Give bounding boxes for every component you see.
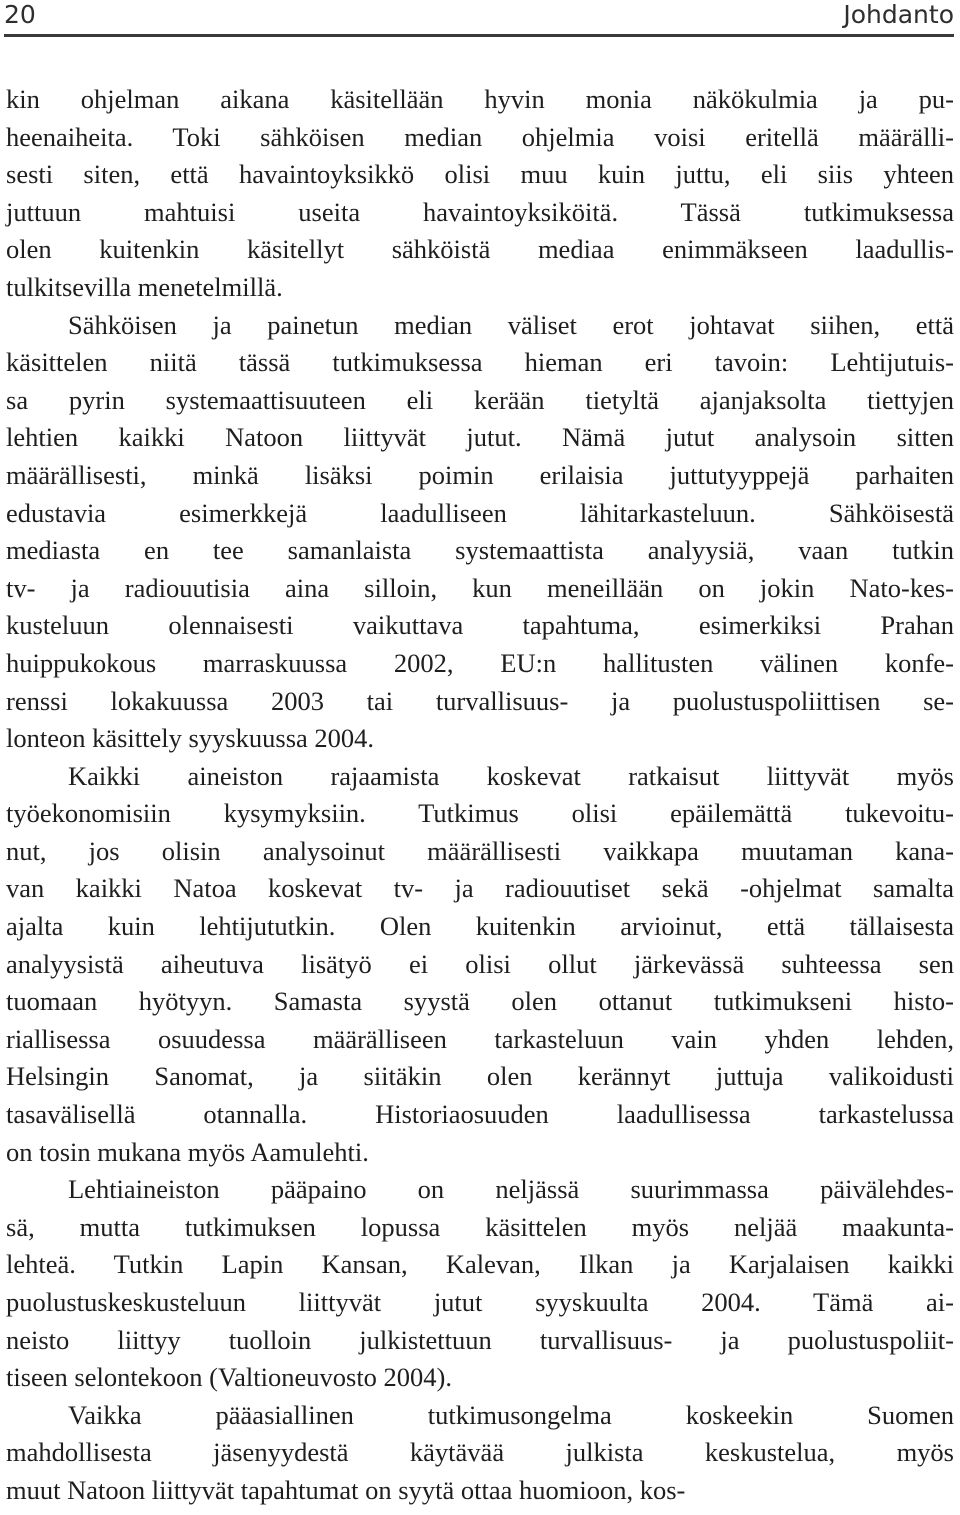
text-line: työekonomisiin kysymyksiin. Tutkimus olisi epäilemättä tukevoitu- bbox=[6, 798, 954, 829]
text-line: sä, mutta tutkimuksen lopussa käsittelen myös neljää maakunta- bbox=[6, 1211, 954, 1242]
text-line: olen kuitenkin käsitellyt sähköistä mediaa enimmäkseen laadullis- bbox=[6, 234, 954, 265]
text-line: puolustuskeskusteluun liittyvät jutut syyskuulta 2004. Tämä ai- bbox=[6, 1287, 954, 1317]
text-line: muut Natoon liittyvät tapahtumat on syytä ottaa huomioon, kos- bbox=[6, 1474, 686, 1505]
text-line: tasavälisellä otannalla. Historiaosuuden laadullisessa tarkastelussa bbox=[6, 1099, 954, 1130]
paragraph bbox=[6, 1397, 954, 1510]
text-line: nut, jos olisin analysoinut määrällisesti vaikkapa muutaman kana- bbox=[6, 835, 954, 866]
text-line: Kaikki aineiston rajaamista koskevat ratkaisut liittyvät myös bbox=[68, 760, 954, 791]
text-line: kusteluun olennaisesti vaikuttava tapahtuma, esimerkiksi Prahan bbox=[6, 610, 954, 641]
text-line: tuomaan hyötyyn. Samasta syystä olen ottanut tutkimukseni histo- bbox=[6, 986, 954, 1017]
paragraph bbox=[6, 307, 954, 758]
text-line: kin ohjelman aikana käsitellään hyvin monia näkökulmia ja pu- bbox=[6, 84, 954, 114]
text-line: lehteä. Tutkin Lapin Kansan, Kalevan, Ilkan ja Karjalaisen kaikki bbox=[6, 1249, 954, 1280]
text-line: edustavia esimerkkejä laadulliseen lähitarkasteluun. Sähköisestä bbox=[6, 497, 954, 528]
text-line: heenaiheita. Toki sähköisen median ohjelmia voisi eritellä määrälli- bbox=[6, 121, 954, 152]
text-line: riallisessa osuudessa määrälliseen tarkasteluun vain yhden lehden, bbox=[6, 1023, 954, 1054]
paragraph bbox=[6, 81, 954, 307]
paragraph bbox=[6, 1171, 954, 1397]
text-line: sa pyrin systemaattisuuteen eli kerään tietyltä ajanjaksolta tiettyjen bbox=[6, 384, 954, 415]
text-line: tulkitsevilla menetelmillä. bbox=[6, 271, 283, 302]
text-line: Lehtiaineiston pääpaino on neljässä suurimmassa päivälehdes- bbox=[68, 1174, 954, 1205]
text-line: tiseen selontekoon (Valtioneuvosto 2004). bbox=[6, 1362, 453, 1393]
text-line: juttuun mahtuisi useita havaintoyksiköitä. Tässä tutkimuksessa bbox=[6, 196, 954, 227]
text-line: Helsingin Sanomat, ja siitäkin olen kerännyt juttuja valikoidusti bbox=[6, 1061, 954, 1092]
text-line: Sähköisen ja painetun median väliset erot johtavat siihen, että bbox=[68, 309, 954, 340]
text-line: huippukokous marraskuussa 2002, EU:n hallitusten välinen konfe- bbox=[6, 647, 954, 678]
text-line: analyysistä aiheutuva lisätyö ei olisi ollut järkevässä suhteessa sen bbox=[6, 948, 954, 979]
body-text bbox=[6, 81, 954, 1510]
page-header bbox=[4, 0, 954, 37]
text-line: sesti siten, että havaintoyksikkö olisi muu kuin juttu, eli siis yhteen bbox=[6, 159, 954, 190]
running-head: Johdanto bbox=[843, 0, 954, 29]
text-line: mahdollisesta jäsenyydestä käytävää julkista keskustelua, myös bbox=[6, 1437, 954, 1468]
text-line: ajalta kuin lehtijututkin. Olen kuitenkin arvioinut, että tällaisesta bbox=[6, 911, 954, 942]
text-line: käsittelen niitä tässä tutkimuksessa hieman eri tavoin: Lehtijutuis- bbox=[6, 347, 954, 378]
text-line: lonteon käsittely syyskuussa 2004. bbox=[6, 723, 375, 754]
page-number: 20 bbox=[4, 0, 36, 29]
text-line: neisto liittyy tuolloin julkistettuun turvallisuus- ja puolustuspoliit- bbox=[6, 1324, 954, 1355]
text-line: mediasta en tee samanlaista systemaattista analyysiä, vaan tutkin bbox=[6, 535, 954, 566]
text-line: Vaikka pääasiallinen tutkimusongelma koskeekin Suomen bbox=[68, 1399, 954, 1430]
text-line: lehtien kaikki Natoon liittyvät jutut. Nämä jutut analysoin sitten bbox=[6, 422, 954, 453]
paragraph bbox=[6, 758, 954, 1172]
text-line: renssi lokakuussa 2003 tai turvallisuus- ja puolustuspoliittisen se- bbox=[6, 685, 954, 716]
text-line: on tosin mukana myös Aamulehti. bbox=[6, 1136, 369, 1167]
text-line: van kaikki Natoa koskevat tv- ja radiouutiset sekä -ohjelmat samalta bbox=[6, 873, 954, 904]
text-line: määrällisesti, minkä lisäksi poimin erilaisia juttutyyppejä parhaiten bbox=[6, 459, 954, 490]
text-line: tv- ja radiouutisia aina silloin, kun meneillään on jokin Nato-kes- bbox=[6, 572, 954, 603]
